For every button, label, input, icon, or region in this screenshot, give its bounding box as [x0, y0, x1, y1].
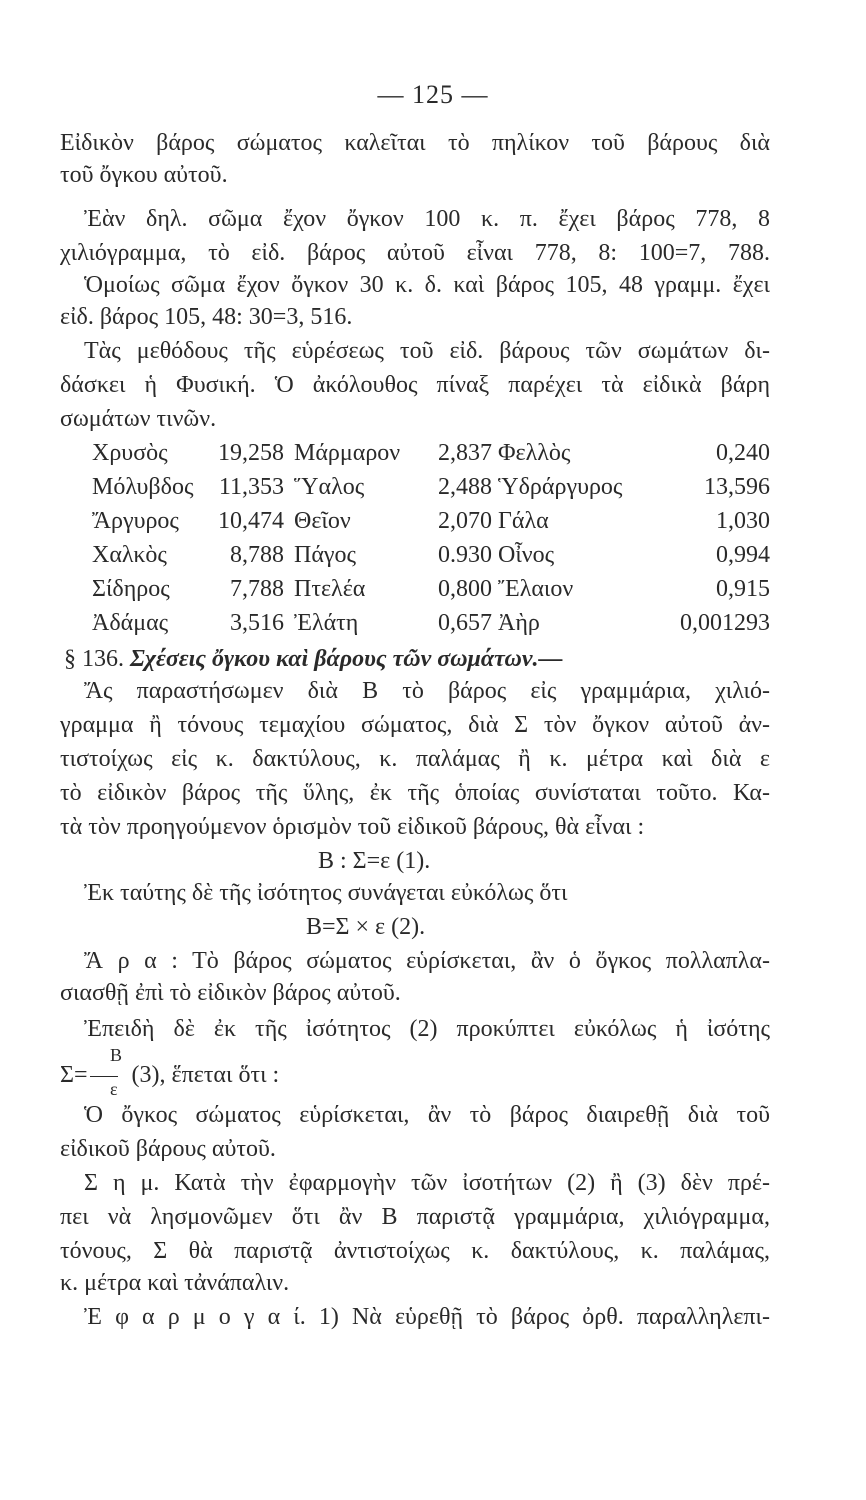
text-line: Ἐκ ταύτης δὲ τῆς ἰσότητος συνάγεται εὐκόλως ὅτι: [84, 880, 568, 906]
table-cell: Ἀδάμας: [92, 610, 169, 636]
text-line: Ἐὰν δηλ. σῶμα ἔχον ὄγκον 100 κ. π. ἔχει βάρος 778, 8: [84, 206, 770, 232]
text-line: τὸ εἰδικὸν βάρος τῆς ὕλης, ἐκ τῆς ὁποίας συνίσταται τοῦτο. Κα-: [60, 780, 770, 806]
table-cell: Ἄργυρος: [92, 508, 179, 534]
table-cell: Πάγος: [294, 542, 357, 568]
table-cell: Ἔλαιον: [498, 576, 574, 602]
table-cell: 0,994: [716, 542, 770, 568]
table-cell: 0,915: [716, 576, 770, 602]
table-cell: Φελλὸς: [498, 440, 571, 466]
table-cell: Χρυσὸς: [92, 440, 168, 466]
table-cell: 2,837: [438, 440, 492, 466]
table-cell: 3,516: [230, 610, 284, 636]
fraction-denominator: ε: [110, 1079, 118, 1099]
table-cell: Γάλα: [498, 508, 549, 534]
table-cell: 1,030: [716, 508, 770, 534]
section-number: § 136.: [64, 646, 124, 672]
text-line: Ἄ ρ α : Τὸ βάρος σώματος εὑρίσκεται, ἂν ὁ ὄγκος πολλαπλα-: [84, 948, 770, 974]
table-cell: Θεῖον: [294, 508, 351, 534]
table-cell: Ἐλάτη: [294, 610, 359, 636]
table-cell: Πτελέα: [294, 576, 366, 602]
table-cell: 2,070: [438, 508, 492, 534]
text-line: χιλιόγραμμα, τὸ εἰδ. βάρος αὐτοῦ εἶναι 778, 8: 100=7, 788.: [60, 240, 770, 266]
equation-1: Β : Σ=ε (1).: [318, 848, 431, 874]
text-line: Ὁ ὄγκος σώματος εὑρίσκεται, ἂν τὸ βάρος διαιρεθῇ διὰ τοῦ: [84, 1102, 770, 1128]
table-cell: Ὑδράργυρος: [498, 474, 623, 500]
text-line: τοῦ ὄγκου αὐτοῦ.: [60, 162, 228, 188]
table-cell: Χαλκὸς: [92, 542, 167, 568]
text-line: Τὰς μεθόδους τῆς εὑρέσεως τοῦ εἰδ. βάρους τῶν σωμάτων δι-: [84, 338, 770, 364]
table-cell: 0,001293: [680, 610, 770, 636]
text-line: Ἄς παραστήσωμεν διὰ Β τὸ βάρος εἰς γραμμάρια, χιλιό-: [84, 678, 770, 704]
table-cell: 11,353: [218, 474, 284, 500]
equation-3: [60, 1045, 280, 1099]
table-cell: 0.930: [438, 542, 492, 568]
text-line: εἰδ. βάρος 105, 48: 30=3, 516.: [60, 304, 353, 330]
fraction-numerator: Β: [110, 1045, 123, 1065]
table-cell: 0,240: [716, 440, 770, 466]
table-cell: Ἀὴρ: [498, 610, 540, 636]
text-line: σιασθῇ ἐπὶ τὸ εἰδικὸν βάρος αὐτοῦ.: [60, 980, 401, 1006]
text-line: πει νὰ λησμονῶμεν ὅτι ἂν Β παριστᾷ γραμμάρια, χιλιόγραμμα,: [60, 1204, 770, 1230]
table-cell: 0,657: [438, 610, 492, 636]
equation-3-rest: (3), ἕπεται ὅτι :: [131, 1062, 280, 1088]
text-line: σωμάτων τινῶν.: [60, 406, 217, 432]
text-line: εἰδικοῦ βάρους αὐτοῦ.: [60, 1136, 276, 1162]
text-line: Ὁμοίως σῶμα ἔχον ὄγκον 30 κ. δ. καὶ βάρος 105, 48 γραμμ. ἔχει: [84, 272, 770, 298]
text-line: Σ η μ. Κατὰ τὴν ἐφαρμογὴν τῶν ἰσοτήτων (2) ἢ (3) δὲν πρέ-: [84, 1170, 770, 1196]
text-line: τόνους, Σ θὰ παριστᾷ ἀντιστοίχως κ. δακτύλους, κ. παλάμας,: [60, 1238, 770, 1264]
table-cell: 7,788: [230, 576, 284, 602]
table-cell: Οἶνος: [498, 542, 555, 568]
table-cell: 10,474: [218, 508, 284, 534]
equation-3-lhs: Σ=: [60, 1062, 88, 1088]
text-line: τιστοίχως εἰς κ. δακτύλους, κ. παλάμας ἢ κ. μέτρα καὶ διὰ ε: [60, 746, 770, 772]
text-line: κ. μέτρα καὶ τἀνάπαλιν.: [60, 1270, 290, 1296]
table-cell: Μάρμαρον: [294, 440, 401, 466]
section-heading: [64, 644, 563, 674]
table-cell: 2,488: [438, 474, 492, 500]
text-line: Εἰδικὸν βάρος σώματος καλεῖται τὸ πηλίκον τοῦ βάρους διὰ: [60, 130, 770, 156]
text-line: γραμμα ἢ τόνους τεμαχίου σώματος, διὰ Σ τὸν ὄγκον αὐτοῦ ἀν-: [60, 712, 770, 738]
table-cell: 8,788: [230, 542, 284, 568]
table-cell: Ὕαλος: [294, 474, 365, 500]
equation-2: Β=Σ × ε (2).: [306, 914, 426, 940]
text-line: δάσκει ἡ Φυσική. Ὁ ἀκόλουθος πίναξ παρέχει τὰ εἰδικὰ βάρη: [60, 372, 770, 398]
text-line: Ἐ φ α ρ μ ο γ α ί. 1) Νὰ εὑρεθῇ τὸ βάρος ὀρθ. παραλληλεπι-: [84, 1304, 770, 1330]
text-line: τὰ τὸν προηγούμενον ὁρισμὸν τοῦ εἰδικοῦ βάρους, θὰ εἶναι :: [60, 814, 645, 840]
table-cell: Σίδηρος: [92, 576, 170, 602]
table-cell: Μόλυβδος: [92, 474, 194, 500]
table-cell: 13,596: [704, 474, 770, 500]
page-number: — 125 —: [377, 80, 489, 109]
section-title: Σχέσεις ὄγκου καὶ βάρους τῶν σωμάτων.—: [130, 646, 563, 672]
table-cell: 0,800: [438, 576, 492, 602]
table-cell: 19,258: [218, 440, 284, 466]
text-line: Ἐπειδὴ δὲ ἐκ τῆς ἰσότητος (2) προκύπτει εὐκόλως ἡ ἰσότης: [84, 1016, 770, 1042]
